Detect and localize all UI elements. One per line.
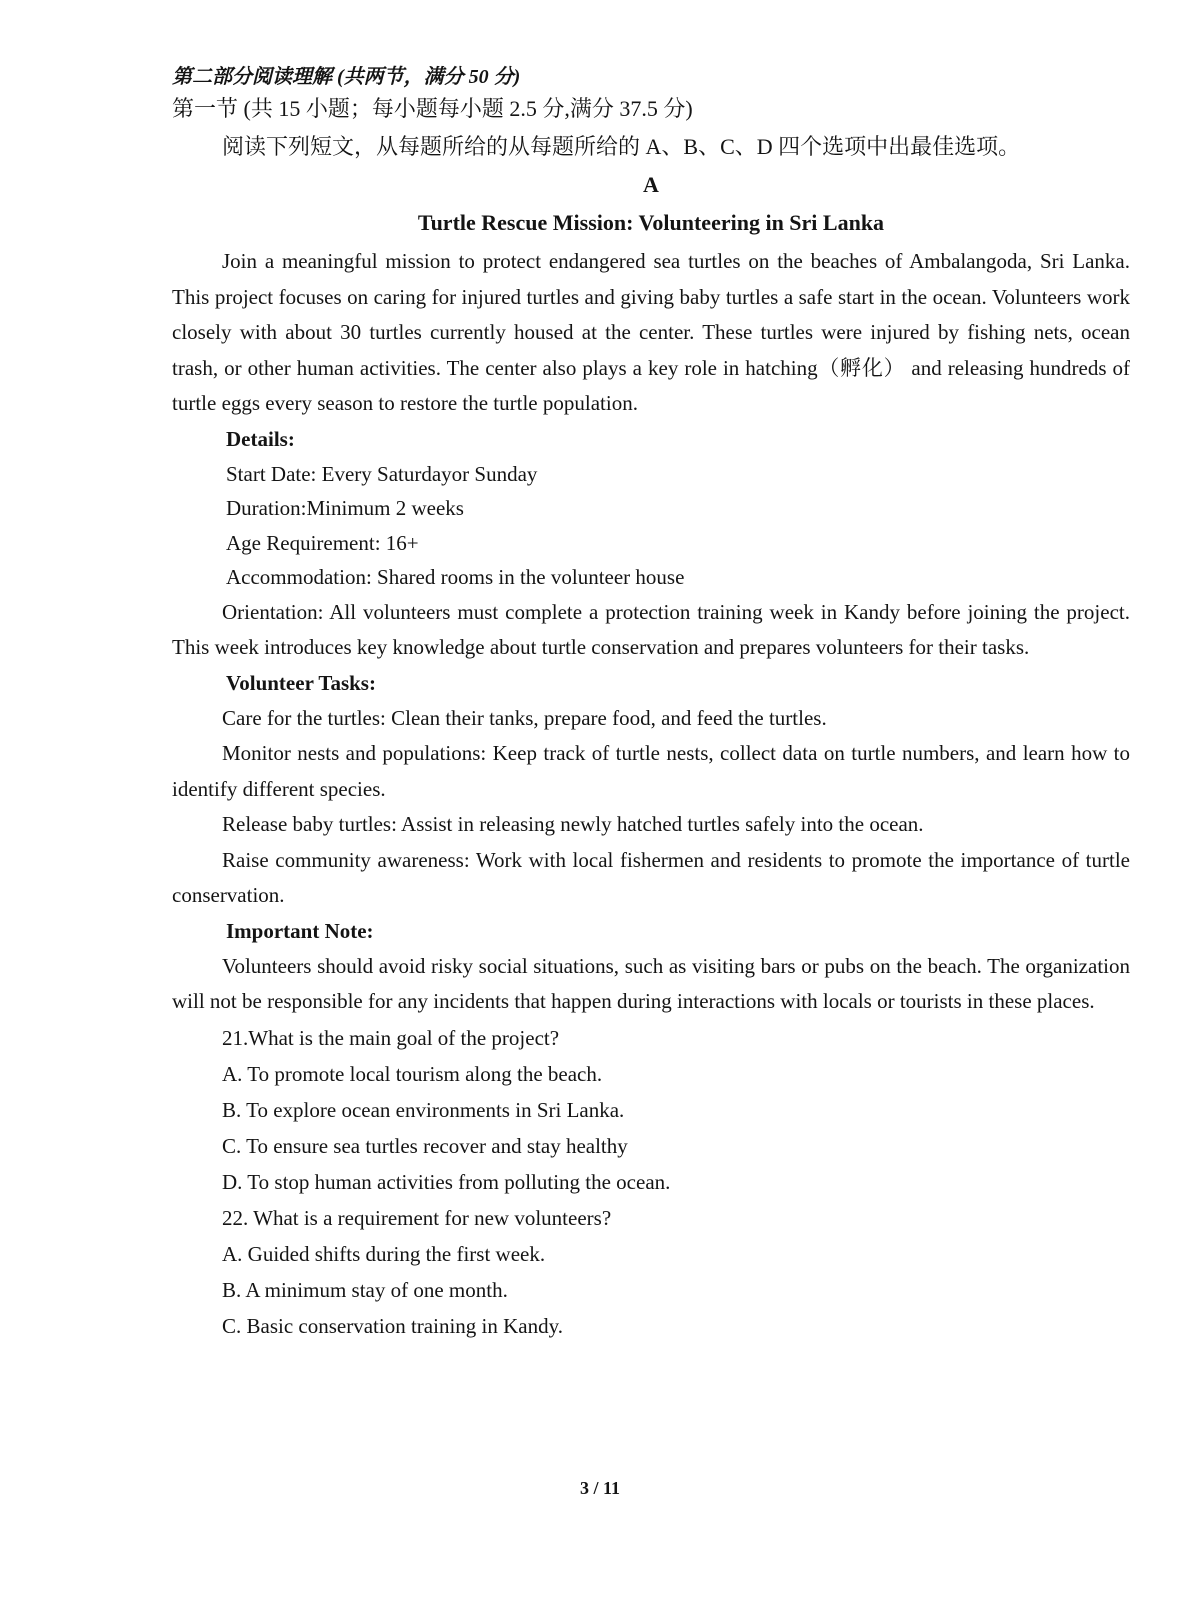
question-21-option-d: D. To stop human activities from polluting the ocean. [222, 1169, 671, 1194]
detail-start-date: Start Date: Every Saturdayor Sunday [226, 461, 538, 486]
details-heading: Details: [226, 426, 295, 451]
question-22-option-b: B. A minimum stay of one month. [222, 1277, 508, 1302]
task-monitor: Monitor nests and populations: Keep track of turtle nests, collect data on turtle numbers, and learn how to identify different species. [172, 741, 1130, 801]
question-21-option-c: C. To ensure sea turtles recover and stay healthy [222, 1133, 628, 1158]
note-heading: Important Note: [226, 918, 374, 943]
detail-accommodation: Accommodation: Shared rooms in the volunteer house [226, 565, 685, 589]
important-note: Volunteers should avoid risky social situations, such as visiting bars or pubs on the beach. The organization will not be responsible for any incidents that happen during interactions with locals or tourists in these places. [172, 953, 1130, 1013]
task-care: Care for the turtles: Clean their tanks, prepare food, and feed the turtles. [222, 705, 827, 730]
passage-title: Turtle Rescue Mission: Volunteering in Sri Lanka [417, 210, 885, 235]
task-awareness: Raise community awareness: Work with local fishermen and residents to promote the importance of turtle conservation. [172, 847, 1130, 907]
question-21-stem: 21.What is the main goal of the project? [222, 1025, 560, 1050]
page-content [172, 64, 1130, 1344]
page-number: 3 / 11 [579, 1478, 620, 1498]
question-22-option-c: C. Basic conservation training in Kandy. [222, 1313, 563, 1338]
instructions: 阅读下列短文，从每题所给的从每题所给的 A、B、C、D 四个选项中出最佳选项。 [222, 134, 1021, 159]
question-21-option-b: B. To explore ocean environments in Sri Lanka. [222, 1097, 625, 1122]
passage-intro: Join a meaningful mission to protect endangered sea turtles on the beaches of Ambalangoda, Sri Lanka. This project focuses on caring for injured turtles and giving baby turtles a safe start in the ocean. Volunteers work closely with about 30 turtles currently housed at the center. These turtles were injured by fishing nets, ocean trash, or other human activities. The center also plays a key role in hatching（孵化） and releasing hundreds of turtle eggs every season to restore the turtle population. [172, 249, 1130, 415]
section-header: 第二部分阅读理解 (共两节，满分 50 分) [172, 66, 521, 88]
tasks-heading: Volunteer Tasks: [226, 670, 376, 695]
subsection-header: 第一节 (共 15 小题；每小题每小题 2.5 分,满分 37.5 分) [172, 96, 693, 121]
task-release: Release baby turtles: Assist in releasing newly hatched turtles safely into the ocean. [222, 812, 924, 836]
detail-age: Age Requirement: 16+ [226, 530, 419, 555]
question-22-stem: 22. What is a requirement for new volunteers? [222, 1205, 612, 1230]
detail-orientation: Orientation: All volunteers must complete a protection training week in Kandy before joining the project. This week introduces key knowledge about turtle conservation and prepares volunteers for their tasks. [172, 599, 1130, 659]
passage-letter: A [643, 172, 659, 197]
question-21-option-a: A. To promote local tourism along the beach. [222, 1061, 603, 1086]
detail-duration: Duration:Minimum 2 weeks [226, 496, 464, 520]
question-22-option-a: A. Guided shifts during the first week. [222, 1241, 546, 1266]
